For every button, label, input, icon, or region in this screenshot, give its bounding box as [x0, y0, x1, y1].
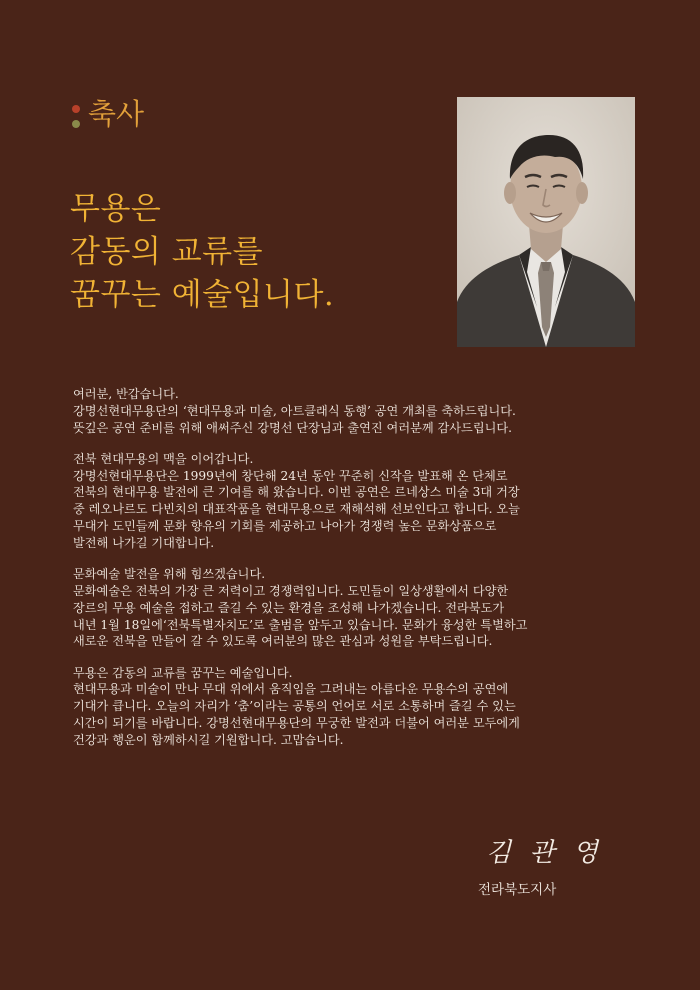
governor-portrait-photo — [457, 97, 635, 347]
paragraph — [73, 665, 578, 749]
body-line: 중 레오나르도 다빈치의 대표작품을 현대무용으로 재해석해 선보인다고 합니다. 오늘 — [73, 502, 520, 517]
body-line: 새로운 전북을 만들어 갈 수 있도록 여러분의 많은 관심과 성원을 부탁드립니다. — [73, 634, 493, 649]
body-line: 시간이 되기를 바랍니다. 강명선현대무용단의 무궁한 발전과 더불어 여러분 모두에게 — [73, 716, 520, 731]
body-line: 문화예술은 전북의 가장 큰 저력이고 경쟁력입니다. 도민들이 일상생활에서 다양한 — [73, 583, 509, 598]
portrait-illustration — [457, 97, 635, 347]
body-line: 발전해 나가길 기대합니다. — [73, 535, 215, 550]
body-line: 무대가 도민들께 문화 향유의 기회를 제공하고 나아가 경쟁력 높은 문화상품으로 — [73, 519, 497, 534]
olive-dot-icon — [72, 120, 80, 128]
body-line: 뜻깊은 공연 준비를 위해 애써주신 강명선 단장님과 출연진 여러분께 감사드립니다. — [73, 420, 513, 435]
body-line: 장르의 무용 예술을 접하고 즐길 수 있는 환경을 조성해 나가겠습니다. 전라북도가 — [73, 600, 505, 615]
body-line: 내년 1월 18일에‘전북특별자치도’로 출범을 앞두고 있습니다. 문화가 융성한 특별하고 — [73, 617, 528, 632]
paragraph — [73, 386, 578, 436]
bullet-dots-icon — [72, 102, 82, 132]
section-title: 축사 — [88, 97, 145, 131]
body-line: 문화예술 발전을 위해 힘쓰겠습니다. — [73, 567, 266, 582]
red-dot-icon — [72, 105, 80, 113]
headline-line: 무용은 — [70, 191, 162, 227]
body-line: 현대무용과 미술이 만나 무대 위에서 움직임을 그려내는 아름다운 무용수의 공연에 — [73, 682, 509, 697]
body-line: 전북의 현대무용 발전에 큰 기여를 해 왔습니다. 이번 공연은 르네상스 미술 3대 거장 — [73, 485, 520, 500]
body-line: 강명선현대무용단의 ‘현대무용과 미술, 아트클래식 동행’ 공연 개최를 축하드립니다. — [73, 403, 516, 418]
signer-title: 전라북도지사 — [478, 882, 557, 898]
body-line: 강명선현대무용단은 1999년에 창단해 24년 동안 꾸준히 신작을 발표해 온 단체로 — [73, 468, 508, 483]
handwritten-signature: 김 관 영 — [486, 838, 603, 868]
paragraph — [73, 451, 578, 552]
body-line: 건강과 행운이 함께하시길 기원합니다. 고맙습니다. — [73, 732, 344, 747]
body-line: 무용은 감동의 교류를 꿈꾸는 예술입니다. — [73, 665, 293, 680]
greeting-body — [73, 386, 578, 763]
headline — [70, 188, 430, 317]
body-line: 전북 현대무용의 맥을 이어갑니다. — [73, 451, 254, 466]
body-line: 기대가 큽니다. 오늘의 자리가 ‘춤’이라는 공통의 언어로 서로 소통하며 즐길 수 있는 — [73, 699, 516, 714]
headline-line: 꿈꾸는 예술입니다. — [70, 277, 335, 313]
paragraph — [73, 566, 578, 650]
body-line: 여러분, 반갑습니다. — [73, 387, 179, 401]
headline-line: 감동의 교류를 — [70, 234, 264, 270]
